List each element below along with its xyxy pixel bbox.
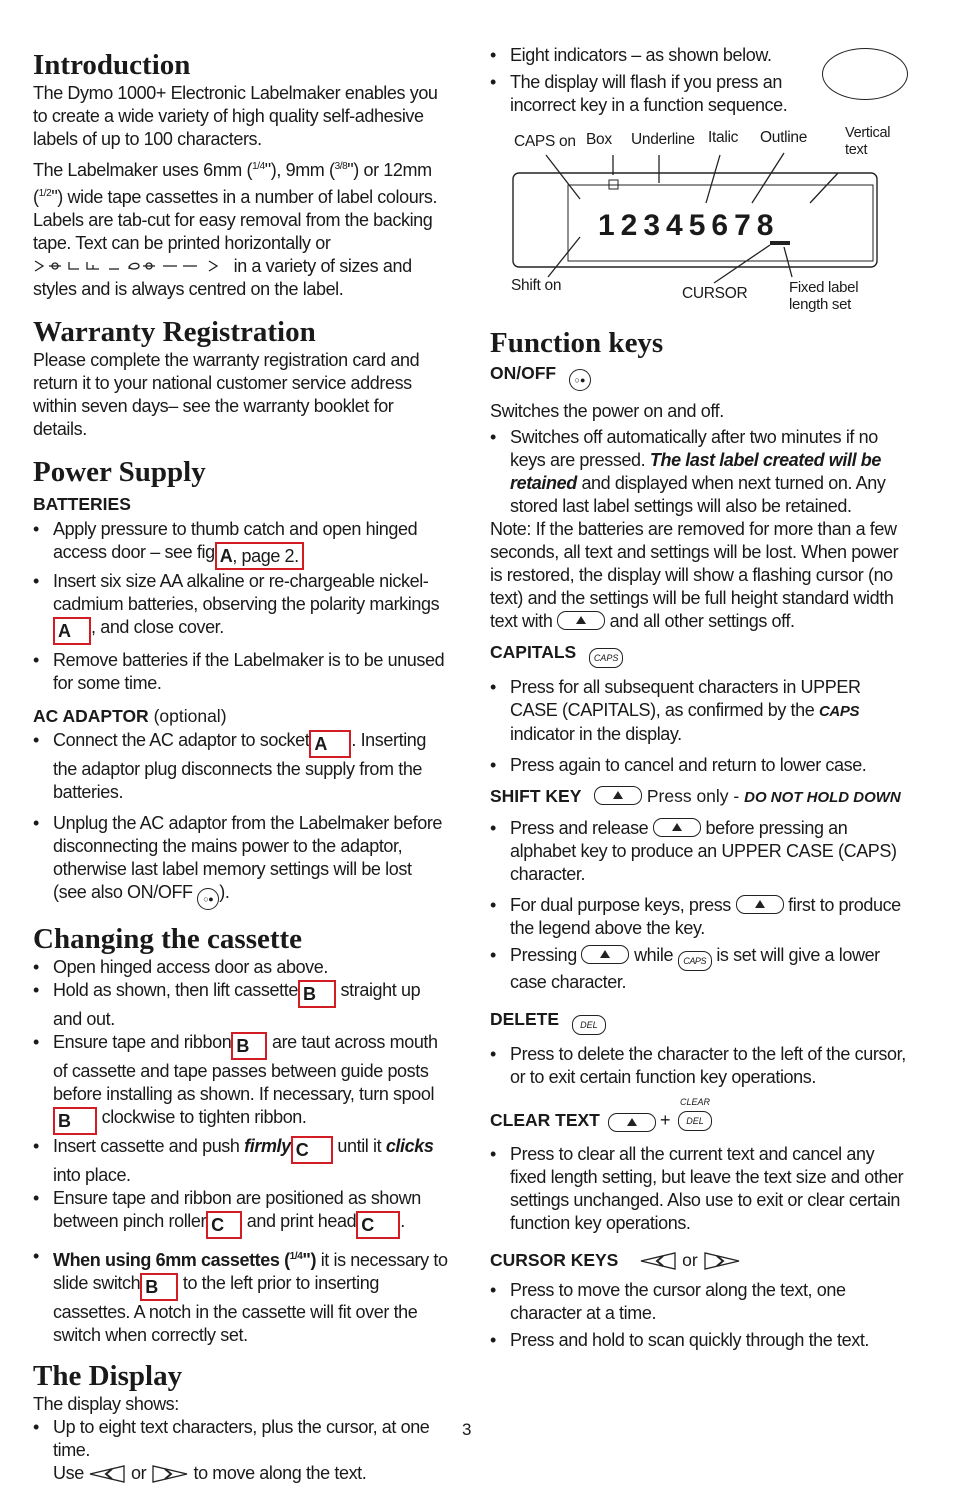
list-item: • Insert cassette and push firmly C until it clicks into place. [33,1135,449,1187]
on-off-icon: ○● [197,888,219,910]
list-item: • The display will flash if you press an incorrect key in a function sequence. [490,71,820,117]
battery-note: Note: If the batteries are removed for more than a few seconds, all text and settings will be lost. When power is restored, the display will show a flashing cursor (no text) and the settings will be full height standard width text with and all other settings off. [490,519,899,631]
list-item: • Ensure tape and ribbon are positioned as shown between pinch roller C and print head C . [33,1187,449,1239]
list-item: • Eight indicators – as shown below. [490,44,820,67]
cursor-keys-heading: CURSOR KEYS or [490,1249,910,1271]
shift-key-heading: SHIFT KEY Press only - DO NOT HOLD DOWN [490,786,901,806]
list-item: • Press to clear all the current text and cancel any fixed length setting, but leave the text size and other settings unchanged. Also use to exit or clear certain function key operations. [490,1143,910,1235]
ac-adaptor-list [33,729,449,910]
ref-box: C [206,1211,242,1239]
list-item: • Apply pressure to thumb catch and open hinged access door – see fig A, page 2. [33,518,449,570]
ref-box: B [140,1273,178,1301]
list-item: • For dual purpose keys, press first to produce the legend above the key. [490,894,910,940]
del-key-icon: DEL [572,1015,606,1035]
list-item: • Up to eight text characters, plus the cursor, at one time. Use or to move along the text. [33,1416,449,1485]
delete-heading: DELETE DEL [490,1008,910,1035]
lcd-digits: 12345678 [598,209,780,242]
capitals-heading: CAPITALS CAPS [490,641,910,668]
on-off-icon: ○● [569,369,591,391]
list-item: • Ensure tape and ribbon B are taut across mouth of cassette and tape passes between guide posts before installing as shown. If necessary, turn spoolB clockwise to tighten ribbon. [33,1031,449,1135]
display-intro: The display shows: [33,1394,179,1414]
shift-key-icon [557,611,605,630]
clear-text-list [490,1143,910,1235]
shift-key-icon [736,895,784,914]
shift-key-icon [594,786,642,805]
italic-label: Italic [708,129,739,146]
on-off-heading: ON/OFF ○● [490,362,910,391]
ref-box: B [53,1107,97,1135]
display-diagram [508,125,908,320]
vertical-text-label: Vertical text [845,125,891,158]
function-keys-heading: Function keys [490,327,664,359]
shift-on-label: Shift on [511,277,562,294]
display-heading: The Display [33,1360,183,1392]
ref-box: C [356,1211,400,1239]
list-item: • Unplug the AC adaptor from the Labelmaker before disconnecting the mains power to the adaptor, otherwise last label memory settings will be lost (see also ON/OFF ○● ). [33,812,449,910]
ref-box: C [291,1136,333,1164]
shift-key-list [490,817,910,994]
left-column [33,44,449,1485]
cassette-heading: Changing the cassette [33,923,303,955]
shift-key-icon [608,1113,656,1132]
capitals-list [490,676,910,777]
ref-box: A [53,617,91,645]
list-item: • Insert six size AA alkaline or re-chargeable nickel-cadmium batteries, observing the polarity markingsA , and close cover. [33,570,449,645]
cursor-left-key-icon [639,1252,677,1270]
intro-paragraph-1: The Dymo 1000+ Electronic Labelmaker enables you to create a wide variety of high quality self-adhesive labels of up to 100 characters. [33,83,438,149]
display-flash-ellipse [822,48,908,100]
list-item: • Press and hold to scan quickly through the text. [490,1329,910,1352]
clear-text-heading: CLEAR TEXT [490,1110,600,1130]
ref-box: B [231,1032,267,1060]
function-keys-column [490,326,910,1352]
list-item: • Press to delete the character to the left of the cursor, or to exit certain function key operations. [490,1043,910,1089]
del-key-icon: DEL [678,1111,712,1131]
ref-box: A, page 2. [215,542,304,570]
plus-sign: + [660,1110,671,1130]
list-item: • Open hinged access door as above. [33,956,449,979]
cursor-left-key-icon [88,1465,126,1483]
text-direction-icons [33,259,229,273]
cassette-list [33,956,449,1347]
caps-on-label: CAPS on [514,133,576,150]
list-item: • Press again to cancel and return to lower case. [490,754,910,777]
intro-heading: Introduction [33,49,191,81]
display-list-2 [490,44,820,117]
list-item: • When using 6mm cassettes ($^{1/4}$") it is necessary to slide switch B to the left prior to inserting cassettes. A notch in the cassette will fit over the switch when correctly set. [33,1245,449,1347]
on-off-desc: Switches the power on and off. [490,401,724,421]
ref-box: B [298,980,336,1008]
on-off-list [490,426,910,518]
list-item: • Hold as shown, then lift cassette B straight up and out. [33,979,449,1031]
caps-key-icon: CAPS [678,951,712,971]
outline-label: Outline [760,129,808,146]
list-item: • Press and release before pressing an alphabet key to produce an UPPER CASE (CAPS) character. [490,817,910,886]
ref-box: A [309,730,351,758]
list-item: • Remove batteries if the Labelmaker is to be unused for some time. [33,649,449,695]
caps-key-icon: CAPS [589,648,623,668]
underline-label: Underline [631,131,695,148]
batteries-list [33,518,449,695]
fixed-label-length-label: Fixed label length set [789,279,859,313]
warranty-paragraph: Please complete the warranty registration card and return it to your national customer service address within seven days– see the warranty booklet for details. [33,350,420,439]
batteries-heading: BATTERIES [33,494,131,514]
display-list-1 [33,1416,449,1485]
cursor-label: CURSOR [682,285,748,302]
power-heading: Power Supply [33,456,206,488]
cursor-keys-list [490,1279,910,1352]
page-number: 3 [462,1420,472,1439]
delete-list [490,1043,910,1089]
list-item: • Connect the AC adaptor to socket A . Inserting the adaptor plug disconnects the supply from the batteries. [33,729,449,804]
cursor-right-key-icon [151,1465,189,1483]
shift-key-icon [581,945,629,964]
shift-key-icon [653,818,701,837]
list-item: • Press to move the cursor along the text, one character at a time. [490,1279,910,1325]
list-item: • Pressing while CAPS is set will give a lower case character. [490,944,910,994]
box-label: Box [586,131,612,148]
warranty-heading: Warranty Registration [33,316,316,348]
list-item: • Press for all subsequent characters in UPPER CASE (CAPITALS), as confirmed by the CAPS indicator in the display. [490,676,910,746]
clear-text-row [490,1097,910,1131]
ac-adaptor-heading: AC ADAPTOR (optional) [33,706,227,726]
cursor-right-key-icon [703,1252,741,1270]
intro-paragraph-2: The Labelmaker uses 6mm ($^{1/4}$"), 9mm ($^{3/8}$") or 12mm ($^{1/2}$") wide tape cassettes in a number of label colours. Labels are tab-cut for easy removal from the backing tape. Text can be printed horizontally or in a variety of sizes and styles and is always centred on the label. [33,160,438,299]
clear-legend: CLEAR [680,1097,711,1107]
list-item: • Switches off automatically after two minutes if no keys are pressed. The last label created will be retained and displayed when next turned on. Any stored last label settings will also be retained. [490,426,910,518]
